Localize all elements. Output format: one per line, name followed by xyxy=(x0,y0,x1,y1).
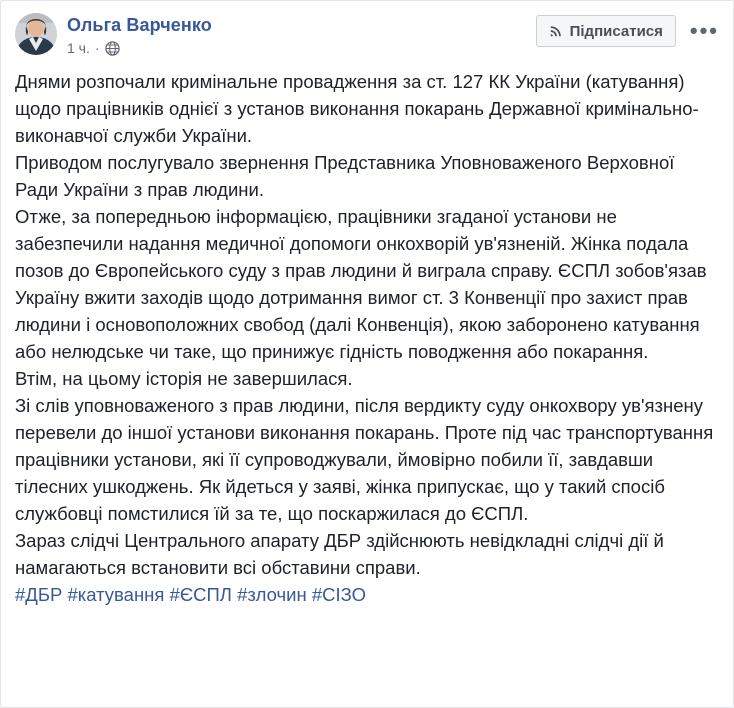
post-body xyxy=(1,62,733,608)
subscribe-button[interactable] xyxy=(536,15,676,47)
post-header-text xyxy=(67,13,212,56)
post-paragraph: Втім, на цьому історія не завершилася. xyxy=(15,368,353,389)
globe-icon[interactable] xyxy=(105,41,120,56)
post-meta xyxy=(67,40,212,56)
post-paragraph: Отже, за попередньою інформацією, працівники згаданої установи не забезпечили надання медичної допомоги онкохворій ув'язненій. Жінка подала позов до Європейського суду з прав людини й виграла справу. ЄСПЛ зобов'язав Україну вжити заходів щодо дотримання вимог ст. 3 Конвенції про захист прав людини і основоположних свобод (далі Конвенція), якою заборонено катування або нелюдське чи таке, що принижує гідність поводження або покарання. xyxy=(15,206,707,362)
post-hashtags[interactable]: #ДБР #катування #ЄСПЛ #злочин #СІЗО xyxy=(15,584,366,605)
post-header xyxy=(1,1,733,62)
post-header-actions xyxy=(536,15,719,47)
post-timestamp[interactable]: 1 ч. xyxy=(67,40,90,56)
avatar[interactable] xyxy=(15,13,57,55)
post-paragraph: Зараз слідчі Центрального апарату ДБР здійснюють невідкладні слідчі дії й намагаються встановити всі обставини справи. xyxy=(15,530,664,578)
author-name[interactable]: Ольга Варченко xyxy=(67,15,212,35)
post-paragraph: Зі слів уповноваженого з прав людини, після вердикту суду онкохвору ув'язнену перевели до іншої установи виконання покарань. Проте під час транспортування працівники установи, які її супроводжували, ймовірно побили її, завдавши тілесних ушкоджень. Як йдеться у заяві, жінка припускає, що у такий спосіб службовці помстилися їй за те, що поскаржилася до ЄСПЛ. xyxy=(15,395,714,524)
post-paragraph: Днями розпочали кримінальне провадження за ст. 127 КК України (катування) щодо працівників однієї з установ виконання покарань Державної кримінально-виконавчої служби України. xyxy=(15,71,699,146)
meta-separator: · xyxy=(94,40,100,56)
post-paragraph: Приводом послугувало звернення Представника Уповноваженого Верховної Ради України з прав людини. xyxy=(15,152,675,200)
rss-icon xyxy=(549,24,563,38)
subscribe-button-label: Підписатися xyxy=(569,22,663,40)
more-options-icon[interactable]: ••• xyxy=(689,18,719,43)
